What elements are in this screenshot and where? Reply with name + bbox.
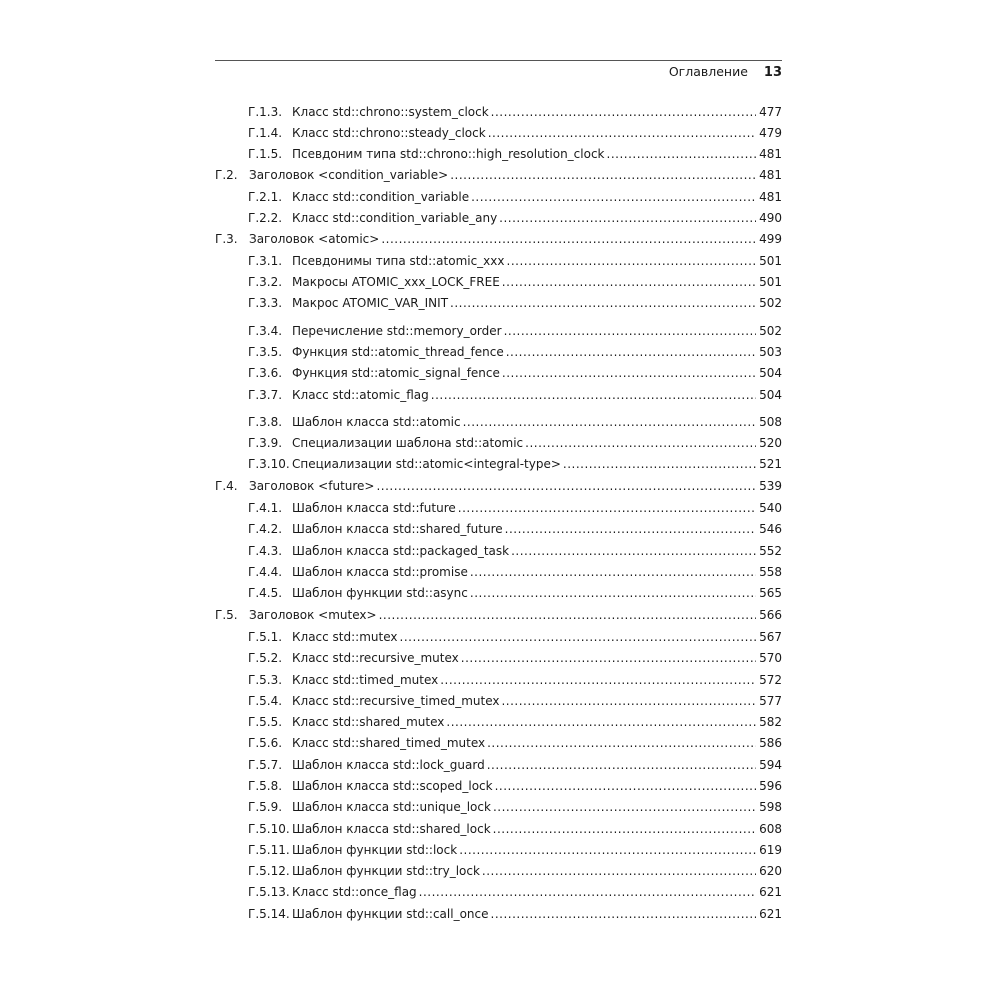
toc-entry-title: Функция std::atomic_signal_fence: [292, 366, 500, 380]
toc-entry-page: 501: [759, 254, 782, 268]
toc-entry-title: Заголовок <atomic>: [249, 232, 380, 246]
toc-entry-number: Г.5.8.: [248, 779, 283, 793]
toc-subsection-entry: [248, 498, 782, 518]
toc-subsection-entry: [248, 755, 782, 775]
toc-entry-number: Г.5.: [215, 608, 238, 622]
toc-entry-page: 520: [759, 436, 782, 450]
toc-subsection-entry: [248, 797, 782, 817]
toc-entry-number: Г.2.2.: [248, 211, 283, 225]
toc-entry-number: Г.4.2.: [248, 522, 283, 536]
toc-entry-page: 621: [759, 885, 782, 899]
dot-leader: [459, 840, 756, 860]
toc-subsection-entry: [248, 627, 782, 647]
toc-subsection-entry: [248, 861, 782, 881]
dot-leader: [493, 819, 756, 839]
toc-entry-number: Г.4.1.: [248, 501, 283, 515]
dot-leader: [446, 712, 756, 732]
toc-entry-number: Г.3.3.: [248, 296, 283, 310]
toc-entry-title: Специализации std::atomic<integral-type>: [292, 457, 561, 471]
toc-entry-page: 481: [759, 147, 782, 161]
toc-entry-page: 594: [759, 758, 782, 772]
toc-subsection-entry: [248, 293, 782, 313]
toc-entry-title: Шаблон класса std::packaged_task: [292, 544, 510, 558]
toc-subsection-entry: [248, 904, 782, 924]
dot-leader: [607, 144, 757, 164]
toc-subsection-entry: [248, 882, 782, 902]
toc-entry-title: Шаблон класса std::shared_future: [292, 522, 503, 536]
toc-entry-number: Г.3.7.: [248, 388, 283, 402]
toc-entry-number: Г.5.10.: [248, 822, 290, 836]
dot-leader: [463, 412, 756, 432]
toc-entry-number: Г.2.1.: [248, 190, 283, 204]
toc-entry-page: 481: [759, 168, 782, 182]
toc-entry-page: 540: [759, 501, 782, 515]
dot-leader: [450, 293, 756, 313]
toc-entry-number: Г.1.5.: [248, 147, 283, 161]
dot-leader: [511, 541, 756, 561]
running-header: [215, 64, 782, 84]
dot-leader: [376, 476, 756, 496]
toc-subsection-entry: [248, 454, 782, 474]
toc-entry-page: 596: [759, 779, 782, 793]
toc-entry-page: 552: [759, 544, 782, 558]
toc-subsection-entry: [248, 363, 782, 383]
dot-leader: [488, 123, 756, 143]
toc-entry-page: 598: [759, 800, 782, 814]
toc-entry-number: Г.2.: [215, 168, 238, 182]
dot-leader: [491, 904, 757, 924]
toc-subsection-entry: [248, 342, 782, 362]
toc-entry-title: Заголовок <future>: [249, 479, 375, 493]
toc-entry-title: Шаблон функции std::lock: [292, 843, 458, 857]
toc-subsection-entry: [248, 712, 782, 732]
toc-entry-title: Шаблон класса std::promise: [292, 565, 468, 579]
toc-subsection-entry: [248, 670, 782, 690]
toc-entry-title: Класс std::condition_variable: [292, 190, 470, 204]
toc-subsection-entry: [248, 187, 782, 207]
dot-leader: [440, 670, 756, 690]
dot-leader: [505, 519, 756, 539]
toc-entry-title: Класс std::recursive_mutex: [292, 651, 459, 665]
toc-entry-number: Г.3.4.: [248, 324, 283, 338]
dot-leader: [495, 776, 756, 796]
toc-subsection-entry: [248, 412, 782, 432]
toc-entry-title: Класс std::atomic_flag: [292, 388, 429, 402]
toc-entry-page: 546: [759, 522, 782, 536]
toc-subsection-entry: [248, 519, 782, 539]
toc-entry-title: Шаблон класса std::future: [292, 501, 456, 515]
toc-entry-title: Шаблон класса std::shared_lock: [292, 822, 491, 836]
dot-leader: [525, 433, 756, 453]
toc-entry-number: Г.5.3.: [248, 673, 283, 687]
toc-entry-number: Г.5.4.: [248, 694, 283, 708]
toc-entry-title: Класс std::recursive_timed_mutex: [292, 694, 500, 708]
toc-entry-page: 621: [759, 907, 782, 921]
toc-section-entry: [215, 476, 782, 496]
toc-subsection-entry: [248, 733, 782, 753]
toc-entry-title: Класс std::once_flag: [292, 885, 417, 899]
toc-subsection-entry: [248, 385, 782, 405]
toc-section-entry: [215, 605, 782, 625]
toc-subsection-entry: [248, 840, 782, 860]
toc-entry-page: 608: [759, 822, 782, 836]
toc-entry-page: 572: [759, 673, 782, 687]
header-rule: [215, 60, 782, 61]
dot-leader: [563, 454, 756, 474]
dot-leader: [450, 165, 756, 185]
toc-entry-title: Макросы ATOMIC_xxx_LOCK_FREE: [292, 275, 500, 289]
dot-leader: [501, 691, 756, 711]
toc-entry-title: Класс std::shared_timed_mutex: [292, 736, 486, 750]
toc-entry-title: Класс std::timed_mutex: [292, 673, 439, 687]
toc-entry-number: Г.5.5.: [248, 715, 283, 729]
dot-leader: [381, 229, 756, 249]
toc-entry-page: 521: [759, 457, 782, 471]
toc-entry-title: Класс std::chrono::system_clock: [292, 105, 489, 119]
toc-entry-page: 619: [759, 843, 782, 857]
toc-entry-title: Шаблон функции std::call_once: [292, 907, 489, 921]
toc-entry-number: Г.3.2.: [248, 275, 283, 289]
toc-subsection-entry: [248, 691, 782, 711]
toc-entry-number: Г.4.4.: [248, 565, 283, 579]
toc-entry-number: Г.3.8.: [248, 415, 283, 429]
toc-entry-number: Г.5.13.: [248, 885, 290, 899]
dot-leader: [461, 648, 756, 668]
toc-entry-number: Г.4.: [215, 479, 238, 493]
dot-leader: [419, 882, 756, 902]
toc-subsection-entry: [248, 819, 782, 839]
toc-subsection-entry: [248, 321, 782, 341]
toc-entry-number: Г.3.: [215, 232, 238, 246]
toc-entry-page: 501: [759, 275, 782, 289]
toc-entry-page: 570: [759, 651, 782, 665]
dot-leader: [487, 755, 756, 775]
toc-subsection-entry: [248, 208, 782, 228]
toc-entry-number: Г.5.14.: [248, 907, 290, 921]
toc-entry-title: Псевдонимы типа std::atomic_xxx: [292, 254, 505, 268]
dot-leader: [504, 321, 756, 341]
toc-subsection-entry: [248, 123, 782, 143]
toc-subsection-entry: [248, 144, 782, 164]
running-header-title: Оглавление: [668, 64, 748, 79]
toc-entry-number: Г.3.5.: [248, 345, 283, 359]
dot-leader: [502, 363, 756, 383]
toc-entry-title: Перечисление std::memory_order: [292, 324, 502, 338]
toc-entry-page: 502: [759, 324, 782, 338]
toc-entry-title: Псевдоним типа std::chrono::high_resolution_clock: [292, 147, 605, 161]
toc-entry-page: 477: [759, 105, 782, 119]
toc-subsection-entry: [248, 648, 782, 668]
toc-entry-page: 504: [759, 388, 782, 402]
toc-subsection-entry: [248, 102, 782, 122]
toc-entry-number: Г.3.10.: [248, 457, 290, 471]
toc-entry-title: Шаблон функции std::try_lock: [292, 864, 480, 878]
dot-leader: [507, 251, 757, 271]
dot-leader: [431, 385, 756, 405]
toc-section-entry: [215, 165, 782, 185]
toc-entry-page: 620: [759, 864, 782, 878]
toc-entry-page: 479: [759, 126, 782, 140]
toc-entry-number: Г.5.2.: [248, 651, 283, 665]
toc-entry-title: Макрос ATOMIC_VAR_INIT: [292, 296, 449, 310]
toc-entry-number: Г.1.4.: [248, 126, 283, 140]
toc-entry-number: Г.5.9.: [248, 800, 283, 814]
toc-entry-title: Класс std::condition_variable_any: [292, 211, 498, 225]
dot-leader: [470, 562, 756, 582]
toc-subsection-entry: [248, 433, 782, 453]
dot-leader: [491, 102, 756, 122]
dot-leader: [400, 627, 757, 647]
toc-subsection-entry: [248, 583, 782, 603]
dot-leader: [482, 861, 756, 881]
dot-leader: [379, 605, 756, 625]
toc-entry-page: 504: [759, 366, 782, 380]
toc-entry-title: Заголовок <condition_variable>: [249, 168, 449, 182]
dot-leader: [493, 797, 756, 817]
toc-entry-title: Шаблон функции std::async: [292, 586, 468, 600]
toc-entry-title: Функция std::atomic_thread_fence: [292, 345, 504, 359]
dot-leader: [502, 272, 756, 292]
toc-entry-page: 565: [759, 586, 782, 600]
toc-entry-number: Г.5.7.: [248, 758, 283, 772]
toc-entry-page: 558: [759, 565, 782, 579]
toc-entry-number: Г.3.1.: [248, 254, 283, 268]
toc-entry-title: Класс std::chrono::steady_clock: [292, 126, 486, 140]
toc-entry-page: 502: [759, 296, 782, 310]
toc-entry-page: 582: [759, 715, 782, 729]
toc-entry-number: Г.4.5.: [248, 586, 283, 600]
toc-subsection-entry: [248, 251, 782, 271]
dot-leader: [487, 733, 756, 753]
toc-entry-title: Шаблон класса std::unique_lock: [292, 800, 491, 814]
page-number: 13: [763, 65, 782, 80]
toc-entry-title: Шаблон класса std::atomic: [292, 415, 461, 429]
toc-entry-number: Г.5.1.: [248, 630, 283, 644]
toc-entry-page: 539: [759, 479, 782, 493]
toc-entry-number: Г.5.11.: [248, 843, 290, 857]
toc-entry-number: Г.5.12.: [248, 864, 290, 878]
toc-entry-number: Г.1.3.: [248, 105, 283, 119]
toc-entry-number: Г.5.6.: [248, 736, 283, 750]
dot-leader: [470, 583, 756, 603]
toc-entry-number: Г.4.3.: [248, 544, 283, 558]
toc-entry-title: Шаблон класса std::lock_guard: [292, 758, 485, 772]
toc-entry-page: 586: [759, 736, 782, 750]
toc-entry-page: 567: [759, 630, 782, 644]
toc-subsection-entry: [248, 562, 782, 582]
toc-subsection-entry: [248, 272, 782, 292]
toc-entry-title: Шаблон класса std::scoped_lock: [292, 779, 493, 793]
dot-leader: [458, 498, 756, 518]
toc-entry-page: 499: [759, 232, 782, 246]
toc-subsection-entry: [248, 541, 782, 561]
toc-entry-page: 481: [759, 190, 782, 204]
toc-entry-page: 490: [759, 211, 782, 225]
toc-entry-page: 566: [759, 608, 782, 622]
toc-entry-page: 503: [759, 345, 782, 359]
toc-section-entry: [215, 229, 782, 249]
toc-entry-number: Г.3.6.: [248, 366, 283, 380]
dot-leader: [499, 208, 756, 228]
toc-subsection-entry: [248, 776, 782, 796]
toc-entry-title: Заголовок <mutex>: [249, 608, 377, 622]
toc-entry-title: Класс std::shared_mutex: [292, 715, 445, 729]
toc-entry-title: Специализации шаблона std::atomic: [292, 436, 524, 450]
toc-entry-title: Класс std::mutex: [292, 630, 398, 644]
toc-entry-number: Г.3.9.: [248, 436, 283, 450]
toc-entry-page: 577: [759, 694, 782, 708]
dot-leader: [506, 342, 756, 362]
toc-entry-page: 508: [759, 415, 782, 429]
dot-leader: [471, 187, 756, 207]
